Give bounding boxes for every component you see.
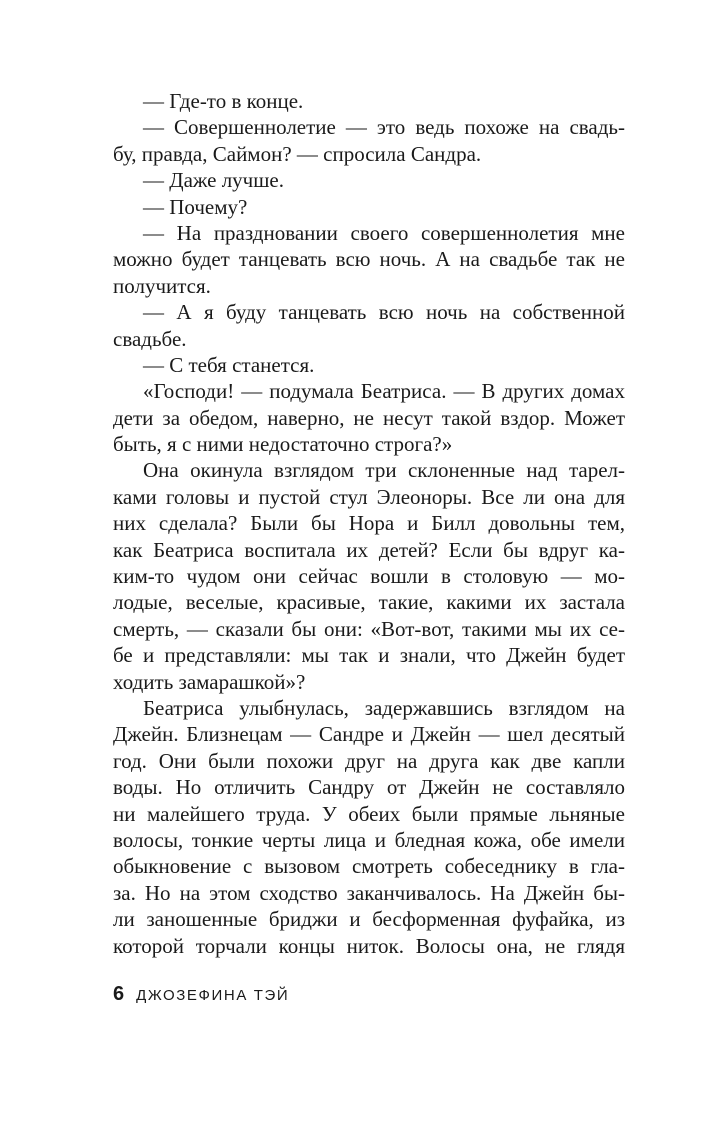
text-line: которой торчали концы ниток. Волосы она, не глядя <box>113 933 625 958</box>
text-line: Беатриса улыбнулась, задержавшись взглядом на <box>143 695 625 720</box>
text-line: — Даже лучше. <box>143 168 284 193</box>
text-line: — Совершеннолетие — это ведь похоже на свадь- <box>143 115 625 140</box>
text-line: бу, правда, Саймон? — спросила Сандра. <box>113 141 482 166</box>
text-line: ли заношенные бриджи и бесформенная фуфайка, из <box>113 907 625 932</box>
text-line: получится. <box>113 273 211 298</box>
text-line: — Почему? <box>143 194 248 219</box>
text-line: — А я буду танцевать всю ночь на собственной <box>143 300 625 325</box>
text-line: ками головы и пустой стул Элеоноры. Все ли она для <box>113 484 625 509</box>
text-line: ни малейшего труда. У обеих были прямые льняные <box>113 801 625 826</box>
text-line: волосы, тонкие черты лица и бледная кожа, обе имели <box>113 827 625 852</box>
text-line: свадьбе. <box>113 326 187 351</box>
text-line: как Беатриса воспитала их детей? Если бы вдруг ка- <box>113 537 625 562</box>
running-head-author: ДЖОЗЕФИНА ТЭЙ <box>136 987 290 1004</box>
text-line: Она окинула взглядом три склоненные над тарел- <box>143 458 625 483</box>
text-line: быть, я с ними недостаточно строга?» <box>113 432 453 457</box>
text-line: них сделала? Были бы Нора и Билл довольны тем, <box>113 511 625 536</box>
body-text <box>113 88 625 959</box>
text-line: «Господи! — подумала Беатриса. — В других домах <box>143 379 625 404</box>
text-line: — Где-то в конце. <box>143 89 304 113</box>
text-line: лодые, веселые, красивые, такие, какими их застала <box>113 590 625 615</box>
text-line: — На праздновании своего совершеннолетия мне <box>143 220 625 245</box>
text-line: бе и представляли: мы так и знали, что Джейн будет <box>113 643 625 668</box>
text-line: смерть, — сказали бы они: «Вот-вот, такими мы их се- <box>113 616 625 641</box>
text-line: год. Они были похожи друг на друга как две капли <box>113 748 625 773</box>
text-line: дети за обедом, наверно, не несут такой вздор. Может <box>113 405 625 430</box>
page-footer <box>113 983 289 1009</box>
text-line: воды. Но отличить Сандру от Джейн не составляло <box>113 775 625 800</box>
text-line: ходить замарашкой»? <box>113 669 306 694</box>
text-line: ким-то чудом они сейчас вошли в столовую — мо- <box>113 564 625 589</box>
text-line: обыкновение с вызовом смотреть собеседнику в гла- <box>113 854 625 879</box>
text-line: за. Но на этом сходство заканчивалось. На Джейн бы- <box>113 880 625 905</box>
page-number: 6 <box>113 983 125 1005</box>
text-line: — С тебя станется. <box>143 352 315 377</box>
text-line: Джейн. Близнецам — Сандре и Джейн — шел десятый <box>113 722 625 747</box>
text-line: можно будет танцевать всю ночь. А на свадьбе так не <box>113 247 625 272</box>
